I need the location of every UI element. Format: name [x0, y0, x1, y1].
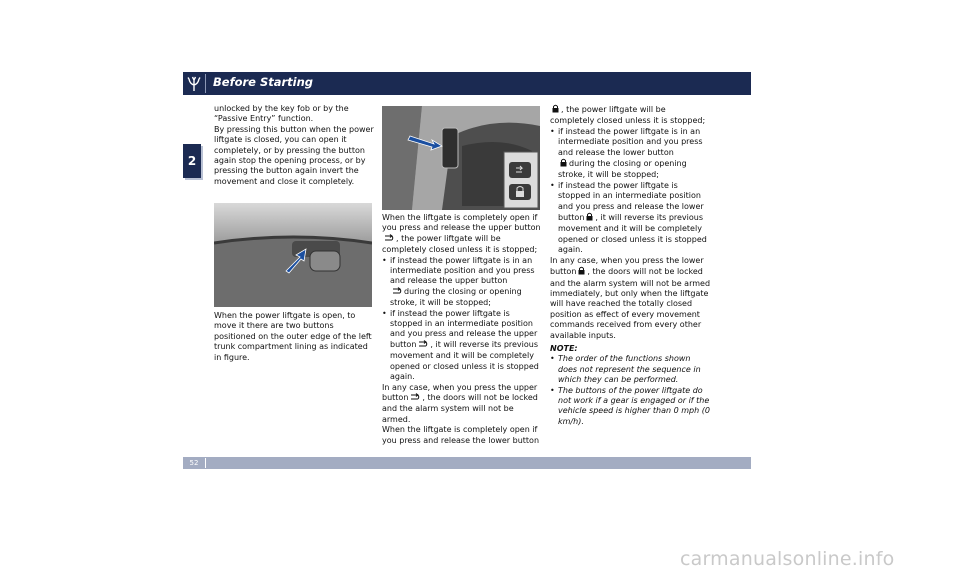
bullet-item — [382, 309, 542, 383]
page-number: 52 — [189, 459, 199, 467]
text-column-3 — [550, 104, 712, 427]
text-span: In any case, when you press the lower button — [550, 255, 704, 277]
section-title: Before Starting — [213, 75, 314, 89]
liftgate-buttons-photo — [382, 106, 540, 210]
text-span: , the power liftgate will be completely closed unless it is stopped; — [550, 105, 706, 126]
text-span: during the closing or opening stroke, it will be stopped; — [558, 159, 687, 180]
footer-divider — [205, 458, 206, 468]
upper-button-icon — [410, 393, 420, 404]
text-span: , the doors will not be locked and the alarm system will not be armed. — [382, 392, 538, 424]
watermark: carmanualsonline.info — [680, 548, 895, 570]
trunk-button-location-photo — [214, 203, 372, 307]
page-header — [183, 72, 751, 95]
paragraph: When the liftgate is completely open if you press and release the lower button — [382, 425, 540, 445]
bullet-item — [550, 127, 712, 181]
upper-button-icon — [384, 234, 394, 245]
lower-button-lock-icon — [560, 158, 567, 170]
text-span: In any case, when you press the upper button — [382, 382, 538, 402]
text-column-1-lower — [214, 311, 374, 363]
paragraph: When the power liftgate is open, to move it there are two buttons positioned on the outer edge of the left trunk compartment lining as indicated in figure. — [214, 311, 372, 362]
note-title: NOTE: — [550, 343, 578, 353]
header-divider — [205, 74, 206, 93]
text-column-2 — [382, 213, 542, 446]
text-span: , the doors will not be locked and the alarm system will not be armed immediately, but only when the liftgate will have reached the totally closed position as effect of every movement commands received from every other available inputs. — [550, 267, 711, 340]
paragraph — [550, 104, 712, 127]
text-span: , the power liftgate will be completely closed unless it is stopped; — [382, 233, 538, 255]
text-column-1 — [214, 104, 374, 187]
trident-logo-icon — [183, 72, 205, 95]
text-span: , it will reverse its previous movement and it will be completely opened or closed unless it is stopped again. — [558, 213, 707, 255]
bullet-item — [550, 181, 712, 256]
paragraph: unlocked by the key fob or by the “Passive Entry” function. — [214, 104, 349, 124]
text-span: during the closing or opening stroke, it will be stopped; — [390, 286, 522, 308]
chapter-tab: 2 — [183, 144, 201, 178]
note-item: • The buttons of the power liftgate do not work if a gear is engaged or if the vehicle speed is higher than 0 mph (0 km/h). — [550, 386, 712, 428]
paragraph — [550, 256, 712, 341]
text-span: if instead the power liftgate is in an intermediate position and you press and release the upper button — [390, 255, 535, 286]
bullet-item — [382, 256, 542, 309]
text-span: if instead the power liftgate is stopped in an intermediate position and you press and release the upper button — [390, 308, 538, 349]
page-footer — [183, 457, 751, 469]
upper-button-icon — [418, 340, 428, 351]
text-span: , it will reverse its previous movement and it will be completely opened or closed unless it is stopped again. — [390, 339, 539, 382]
lower-button-lock-icon — [586, 212, 593, 224]
text-span: When the liftgate is completely open if you press and release the upper button — [382, 213, 541, 233]
paragraph: By pressing this button when the power liftgate is closed, you can open it completely, or by pressing the button again stop the opening process, or by pressing the button again invert the movement and close it completely. — [214, 124, 374, 186]
lower-button-lock-icon — [578, 266, 585, 278]
text-span: if instead the power liftgate is in an intermediate position and you press and release the lower button — [558, 126, 703, 157]
upper-button-icon — [392, 287, 402, 298]
text-span: if instead the power liftgate is stopped in an intermediate position and you press and release the lower button — [558, 180, 704, 223]
paragraph — [382, 213, 542, 256]
paragraph — [382, 383, 542, 426]
note-item: • The order of the functions shown does not represent the sequence in which they can be performed. — [550, 354, 712, 385]
lower-button-lock-icon — [552, 104, 559, 116]
